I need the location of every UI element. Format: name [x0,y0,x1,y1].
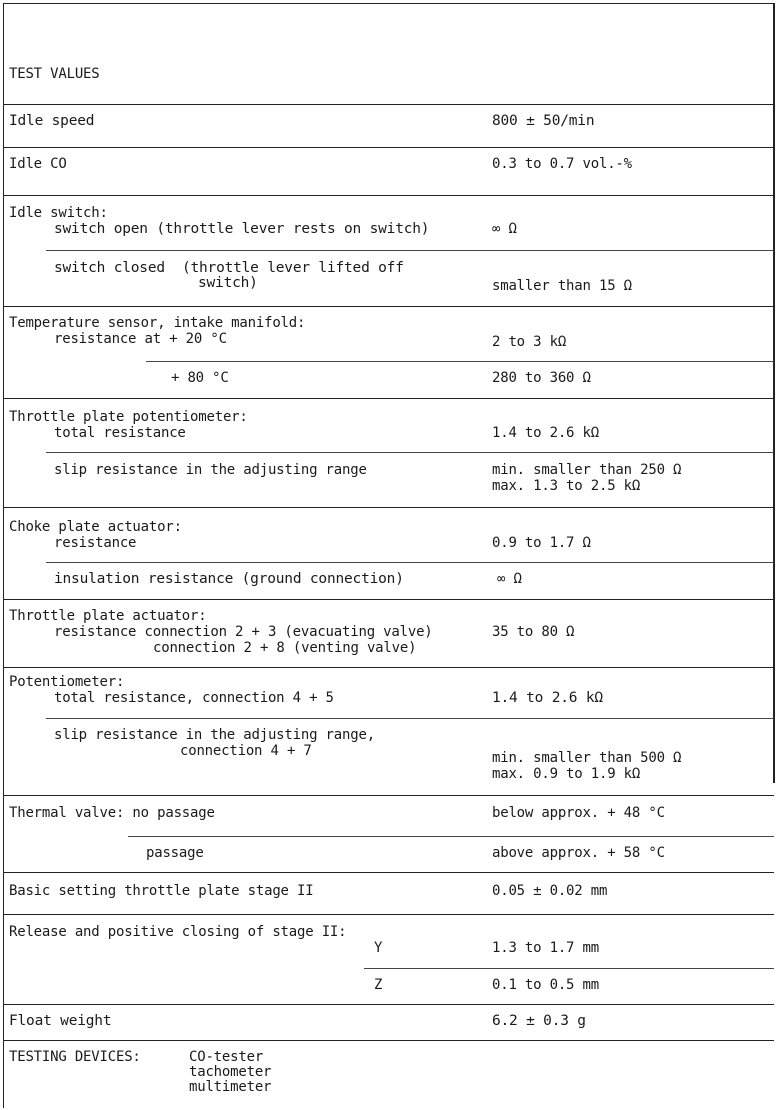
divider [3,872,774,873]
throttle-pot-slip-label: slip resistance in the adjusting range [54,462,367,478]
temp-r20-label: resistance at + 20 °C [54,331,227,347]
float-weight-value: 6.2 ± 0.3 g [492,1013,586,1029]
sub-divider [46,718,774,719]
temp-r80-label: + 80 °C [171,370,229,386]
throttle-act-value: 35 to 80 Ω [492,624,575,640]
release-y-value: 1.3 to 1.7 mm [492,940,599,956]
divider [3,795,774,796]
sub-divider [46,562,774,563]
throttle-pot-slip-value-2: max. 1.3 to 2.5 kΩ [492,478,641,494]
sub-divider [46,250,774,251]
potentiometer-slip-value-1: min. smaller than 500 Ω [492,750,682,766]
divider [3,195,774,196]
potentiometer-total-label: total resistance, connection 4 + 5 [54,690,334,706]
divider [3,104,774,105]
divider [3,147,774,148]
divider [3,306,774,307]
potentiometer-slip-label-1: slip resistance in the adjusting range, [54,727,375,743]
divider [3,914,774,915]
thermal-valve-no-value: below approx. + 48 °C [492,805,665,821]
idle-speed-value: 800 ± 50/min [492,113,595,129]
basic-setting-label: Basic setting throttle plate stage II [9,883,314,899]
choke-res-label: resistance [54,535,137,551]
divider [3,507,774,508]
testing-device-item: CO-tester [189,1049,264,1065]
divider [3,667,774,668]
choke-ins-label: insulation resistance (ground connection) [54,571,404,587]
divider [3,1004,774,1005]
basic-setting-value: 0.05 ± 0.02 mm [492,883,608,899]
release-z-label: Z [374,977,383,993]
idle-speed-label: Idle speed [9,113,95,129]
release-label: Release and positive closing of stage II: [9,924,347,940]
sub-divider [46,452,774,453]
page-title: TEST VALUES [9,66,100,82]
choke-ins-value: ∞ Ω [497,571,522,587]
idle-co-value: 0.3 to 0.7 vol.-% [492,156,632,172]
sub-divider [146,361,774,362]
potentiometer-slip-value-2: max. 0.9 to 1.9 kΩ [492,766,641,782]
potentiometer-label: Potentiometer: [9,674,125,690]
choke-label: Choke plate actuator: [9,519,182,535]
idle-co-label: Idle CO [9,156,67,172]
temp-sensor-label: Temperature sensor, intake manifold: [9,315,306,331]
throttle-pot-label: Throttle plate potentiometer: [9,409,248,425]
throttle-act-line-1: resistance connection 2 + 3 (evacuating valve) [54,624,433,640]
float-weight-label: Float weight [9,1013,112,1029]
switch-closed-label-2: switch) [198,275,258,291]
testing-devices-label: TESTING DEVICES: [9,1049,141,1065]
page-frame [3,3,775,1108]
release-z-value: 0.1 to 0.5 mm [492,977,599,993]
thermal-valve-label: Thermal valve: no passage [9,805,215,821]
throttle-pot-total-label: total resistance [54,425,186,441]
testing-device-item: multimeter [189,1079,272,1095]
release-y-label: Y [374,940,383,956]
potentiometer-total-value: 1.4 to 2.6 kΩ [492,690,603,706]
throttle-act-line-2: connection 2 + 8 (venting valve) [153,640,417,656]
switch-open-value: ∞ Ω [492,221,517,237]
sub-divider [364,968,774,969]
thermal-valve-pass-value: above approx. + 58 °C [492,845,665,861]
throttle-act-label: Throttle plate actuator: [9,608,207,624]
page-frame-right [773,3,775,783]
idle-switch-label: Idle switch: [9,205,108,221]
throttle-pot-total-value: 1.4 to 2.6 kΩ [492,425,599,441]
testing-device-item: tachometer [189,1064,272,1080]
switch-closed-label-1: switch closed (throttle lever lifted off [54,260,404,276]
sub-divider [128,836,774,837]
divider [3,1040,774,1041]
divider [3,599,774,600]
divider [3,398,774,399]
switch-closed-value: smaller than 15 Ω [492,278,632,294]
choke-res-value: 0.9 to 1.7 Ω [492,535,591,551]
potentiometer-slip-label-2: connection 4 + 7 [180,743,312,759]
switch-open-label: switch open (throttle lever rests on switch) [54,221,430,237]
temp-r20-value: 2 to 3 kΩ [492,334,567,350]
thermal-valve-pass-label: passage [146,845,204,861]
throttle-pot-slip-value-1: min. smaller than 250 Ω [492,462,682,478]
temp-r80-value: 280 to 360 Ω [492,370,591,386]
